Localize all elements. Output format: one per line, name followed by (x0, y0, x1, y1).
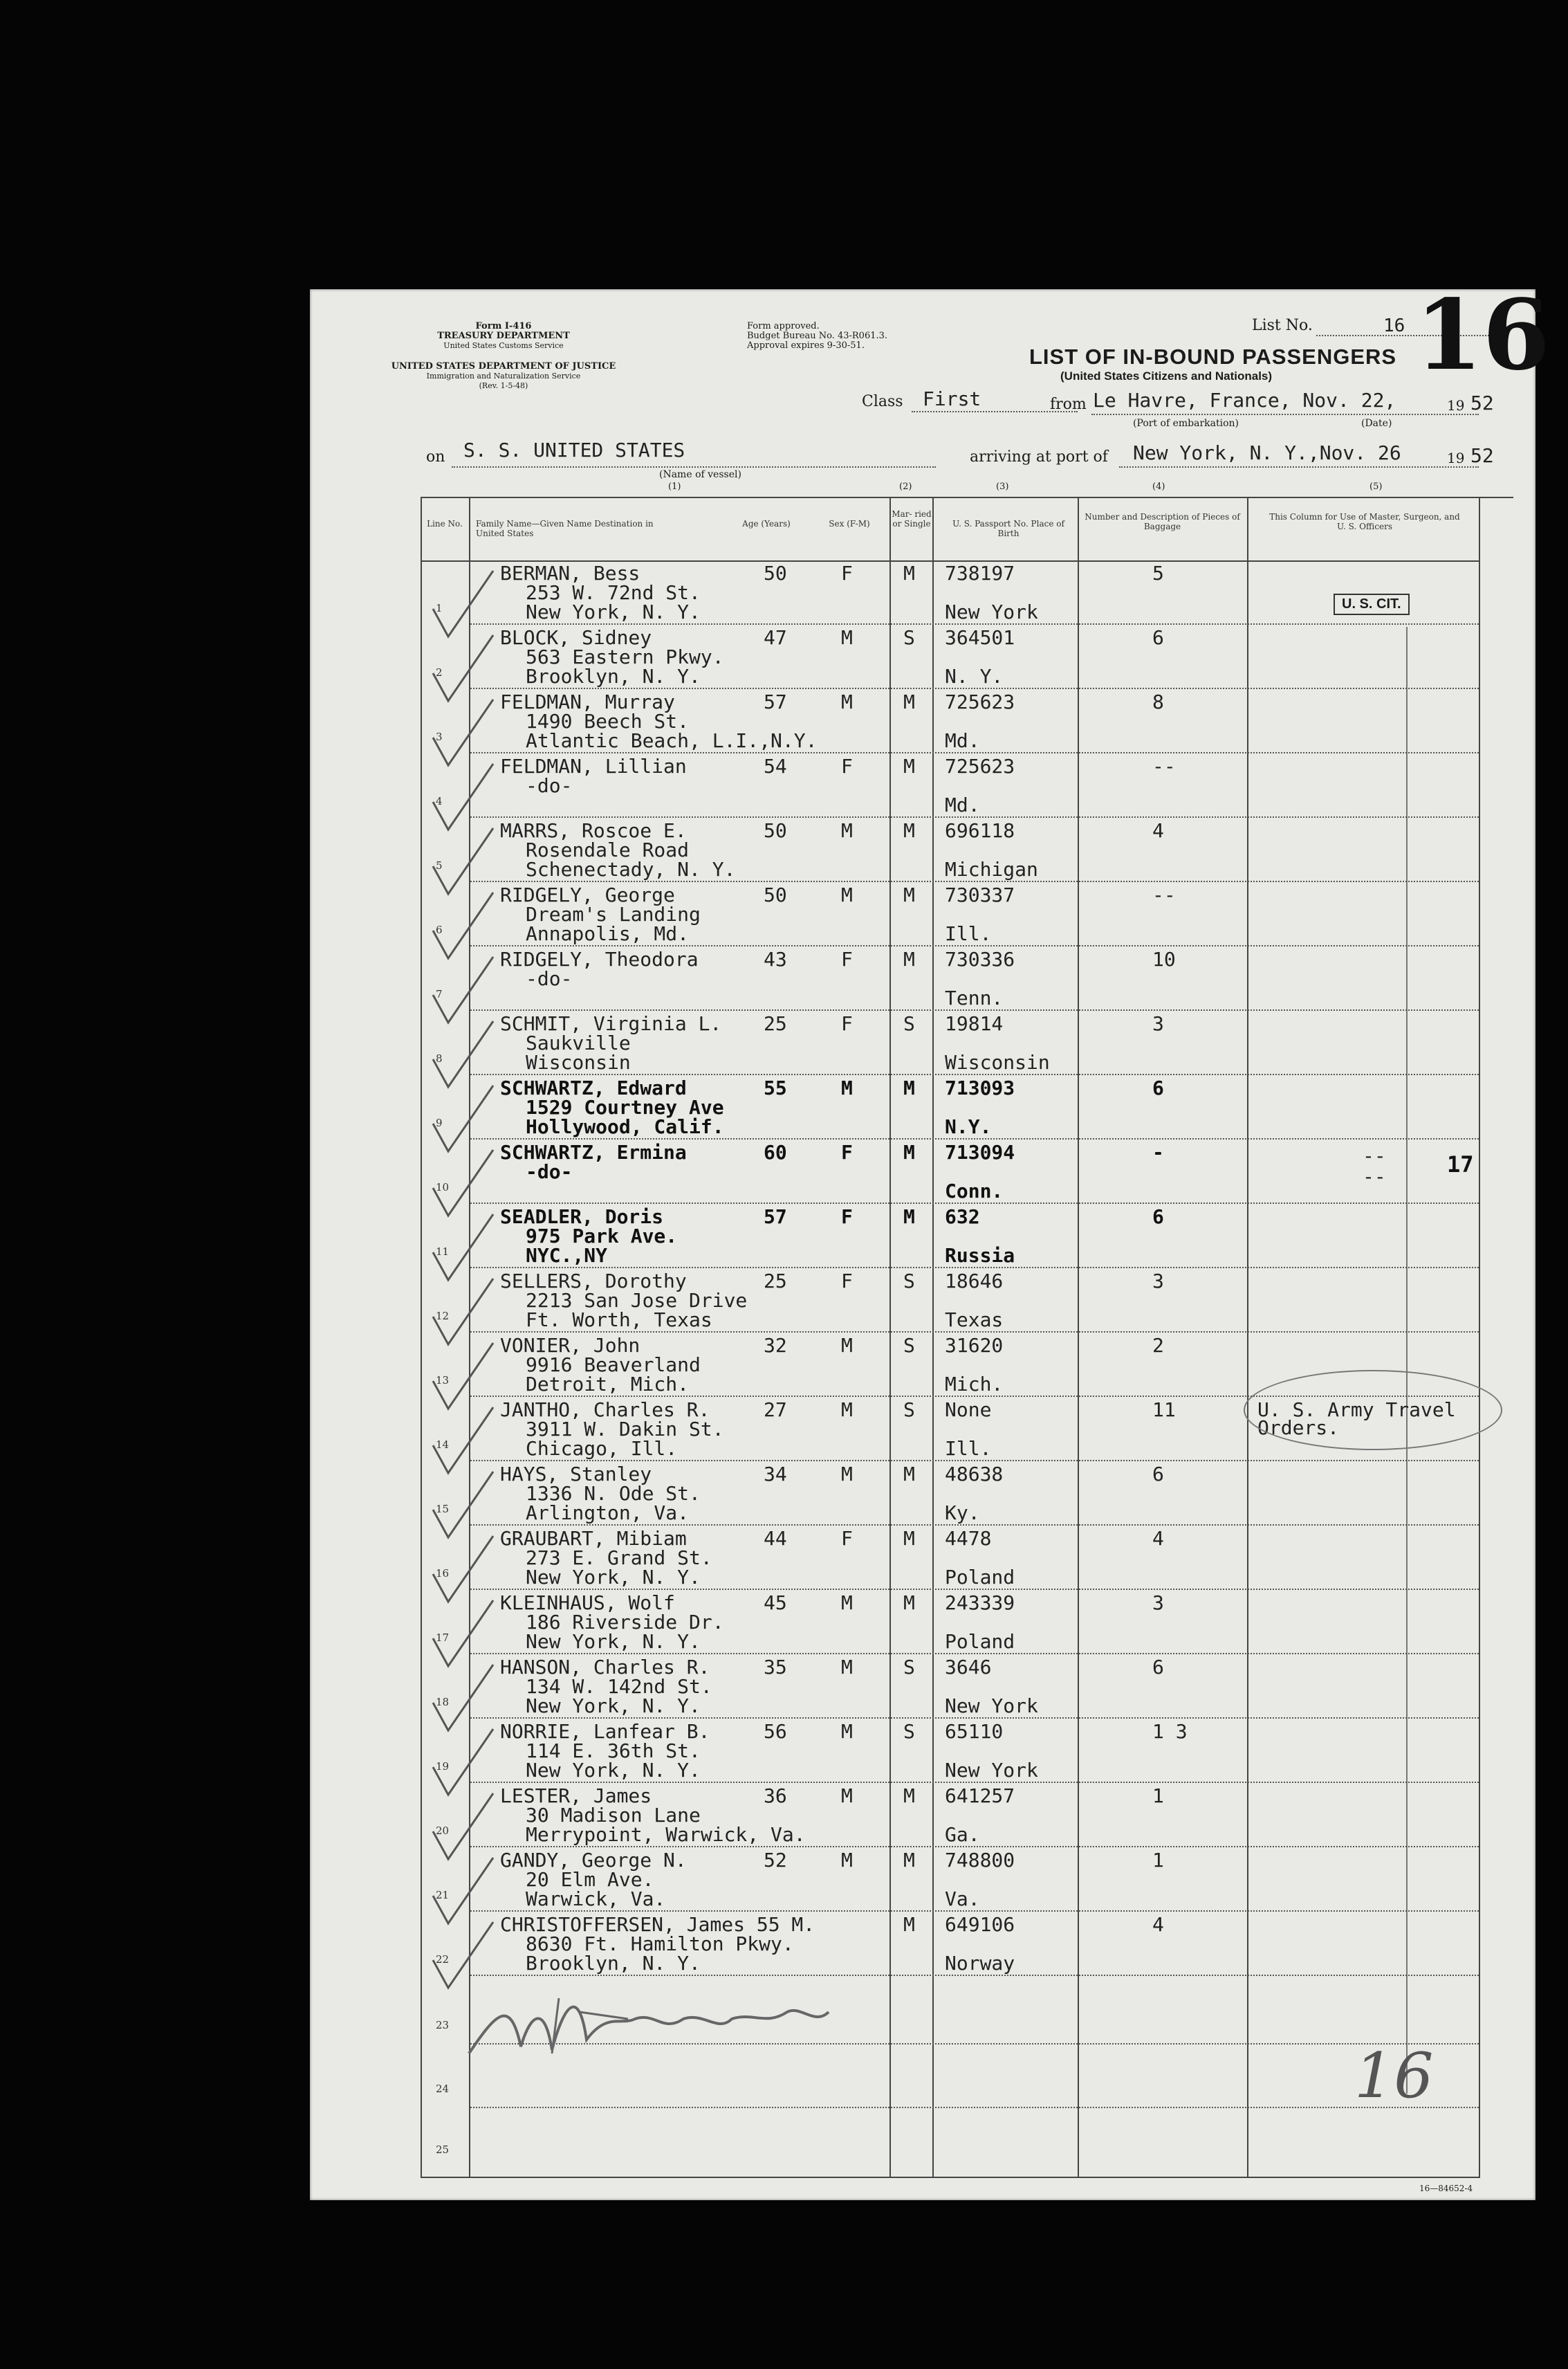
table-row (310, 882, 1479, 946)
passport-no: 730336 (945, 948, 1015, 971)
line-number: 15 (436, 1503, 450, 1515)
marital-status: S (903, 1720, 915, 1743)
sex: F (841, 1527, 853, 1550)
passport-no: 3646 (945, 1656, 992, 1679)
justice-dept: UNITED STATES DEPARTMENT OF JUSTICE (391, 361, 616, 372)
army-orders-circle (1244, 1370, 1502, 1450)
baggage-count: 1 (1152, 1849, 1164, 1872)
age: 52 (764, 1849, 787, 1872)
marital-status: S (903, 1656, 915, 1679)
table-row (310, 625, 1479, 689)
age: 45 (764, 1591, 787, 1614)
address-line-2: Atlantic Beach, L.I.,N.Y. (526, 729, 818, 752)
passenger-name: SCHMIT, Virginia L. (500, 1012, 722, 1035)
officer-note-1: U. S. Army Travel (1257, 1398, 1456, 1421)
place-of-birth: N. Y. (945, 665, 1004, 688)
baggage-count: - (1152, 1141, 1164, 1164)
place-of-birth: Wisconsin (945, 1051, 1050, 1074)
marital-status: M (903, 1849, 915, 1872)
from-year: 52 (1470, 392, 1494, 414)
baggage-count: 2 (1152, 1334, 1164, 1357)
address-line-1: 2213 San Jose Drive (526, 1289, 748, 1312)
passport-no: 730337 (945, 884, 1015, 906)
sex: F (841, 1270, 853, 1292)
address-line-2: Warwick, Va. (526, 1887, 666, 1910)
passport-no: 4478 (945, 1527, 992, 1550)
passenger-name: SCHWARTZ, Edward (500, 1077, 687, 1099)
form-number: Form I-416 (475, 321, 532, 331)
place-of-birth: Md. (945, 729, 980, 752)
passport-no: 725623 (945, 755, 1015, 778)
sex: M (841, 1591, 853, 1614)
marital-status: M (903, 1205, 915, 1228)
passenger-name: HANSON, Charles R. (500, 1656, 710, 1679)
address-line-1: 186 Riverside Dr. (526, 1611, 724, 1634)
manifest-page (310, 279, 1550, 2200)
address-line-1: 8630 Ft. Hamilton Pkwy. (526, 1932, 794, 1955)
age: 34 (764, 1463, 787, 1485)
sex: F (841, 1012, 853, 1035)
table-row (310, 753, 1479, 818)
sex: F (841, 1205, 853, 1228)
col-head-passport: U. S. Passport No. Place of Birth (952, 519, 1064, 538)
sex: F (841, 562, 853, 585)
annotation-dash-2: -- (1363, 1165, 1386, 1188)
passport-no: 748800 (945, 1849, 1015, 1872)
line-number: 19 (436, 1760, 450, 1773)
baggage-count: 3 (1152, 1012, 1164, 1035)
list-no-value: 16 (1383, 315, 1405, 336)
line-number: 22 (436, 1953, 450, 1966)
address-line-1: Dream's Landing (526, 903, 701, 926)
address-line-2: NYC.,NY (526, 1244, 608, 1267)
page-title: LIST OF IN-BOUND PASSENGERS (1029, 345, 1397, 369)
baggage-count: 6 (1152, 1463, 1164, 1485)
place-of-birth: Ky. (945, 1501, 980, 1524)
address-line-2: Brooklyn, N. Y. (526, 1952, 701, 1975)
arriving-port-value: New York, N. Y.,Nov. 26 (1133, 441, 1401, 464)
table-row (310, 1526, 1479, 1590)
age: 57 (764, 1205, 787, 1228)
marital-status: M (903, 1527, 915, 1550)
passport-no: None (945, 1398, 992, 1421)
baggage-count: 3 (1152, 1270, 1164, 1292)
col-head-line: Line No. (427, 519, 463, 529)
table-row (310, 1654, 1479, 1719)
address-line-2: Wisconsin (526, 1051, 631, 1074)
baggage-count: 6 (1152, 626, 1164, 649)
baggage-count: 1 3 (1152, 1720, 1188, 1743)
line-number: 7 (436, 988, 443, 1000)
sex: M (841, 1463, 853, 1485)
approval-line-2: Budget Bureau No. 43-R061.3. (747, 331, 888, 341)
age: 50 (764, 819, 787, 842)
annotation-count: 17 (1447, 1151, 1474, 1178)
line-number: 21 (436, 1889, 450, 1901)
passport-no: 725623 (945, 690, 1015, 713)
address-line-1: 1490 Beech St. (526, 710, 690, 733)
passenger-name: HAYS, Stanley (500, 1463, 652, 1485)
address-line-1: 1336 N. Ode St. (526, 1482, 701, 1505)
baggage-count: 8 (1152, 690, 1164, 713)
marital-status: M (903, 1077, 915, 1099)
passport-no: 364501 (945, 626, 1015, 649)
address-line-2: Hollywood, Calif. (526, 1115, 724, 1138)
place-of-birth: Russia (945, 1244, 1015, 1267)
sex: M (841, 1398, 853, 1421)
sex: M (841, 1720, 853, 1743)
passenger-name: BLOCK, Sidney (500, 626, 652, 649)
age: 56 (764, 1720, 787, 1743)
place-of-birth: N.Y. (945, 1115, 992, 1138)
marital-status: M (903, 819, 915, 842)
page-subtitle: (United States Citizens and Nationals) (1060, 369, 1273, 383)
passenger-name: LESTER, James (500, 1784, 652, 1807)
age: 36 (764, 1784, 787, 1807)
baggage-count: 4 (1152, 819, 1164, 842)
passenger-name: NORRIE, Lanfear B. (500, 1720, 710, 1743)
vessel-name: S. S. UNITED STATES (463, 439, 685, 461)
passenger-name: RIDGELY, Theodora (500, 948, 699, 971)
address-line-1: 20 Elm Ave. (526, 1868, 654, 1891)
marital-status: S (903, 1334, 915, 1357)
place-of-birth: Conn. (945, 1180, 1004, 1202)
line-number: 14 (436, 1438, 450, 1451)
marital-status: M (903, 1141, 915, 1164)
line-number: 12 (436, 1310, 450, 1322)
line-number-25: 25 (436, 2143, 450, 2156)
sex: M (841, 1849, 853, 1872)
place-of-birth: Texas (945, 1308, 1004, 1331)
sex: F (841, 948, 853, 971)
passport-no: 641257 (945, 1784, 1015, 1807)
table-row (310, 560, 1479, 625)
passenger-name: VONIER, John (500, 1334, 640, 1357)
marital-status: S (903, 626, 915, 649)
passport-no: 713093 (945, 1077, 1015, 1099)
line-number: 3 (436, 731, 443, 743)
passenger-name: BERMAN, Bess (500, 562, 640, 585)
passenger-name: KLEINHAUS, Wolf (500, 1591, 675, 1614)
place-of-birth: Ga. (945, 1823, 980, 1846)
address-line-1: 253 W. 72nd St. (526, 581, 701, 604)
immigration-service: Immigration and Naturalization Service (426, 372, 581, 381)
place-of-birth: New York (945, 1694, 1038, 1717)
address-line-1: 563 Eastern Pkwy. (526, 646, 724, 668)
sex: M (841, 690, 853, 713)
line-number: 16 (436, 1567, 450, 1580)
line-number: 5 (436, 859, 443, 872)
table-row (310, 1847, 1479, 1912)
sex: M (841, 1334, 853, 1357)
marital-status: M (903, 1913, 915, 1936)
annotation-dash-1: -- (1363, 1144, 1386, 1167)
age: 27 (764, 1398, 787, 1421)
place-of-birth: Tenn. (945, 987, 1004, 1009)
line-number-23: 23 (436, 2019, 450, 2031)
marital-status: M (903, 755, 915, 778)
place-of-birth: Poland (945, 1630, 1015, 1653)
address-line-1: 975 Park Ave. (526, 1225, 678, 1247)
baggage-count: 1 (1152, 1784, 1164, 1807)
address-line-2: Chicago, Ill. (526, 1437, 678, 1460)
sex: M (841, 1077, 853, 1099)
address-line-2: New York, N. Y. (526, 1630, 701, 1653)
baggage-count: -- (1152, 755, 1176, 778)
col-head-sex: Sex (F-M) (829, 519, 870, 529)
col-head-name: Family Name—Given Name Destination in United States (476, 519, 654, 538)
vessel-caption: (Name of vessel) (659, 469, 741, 480)
age: 50 (764, 562, 787, 585)
from-port-value: Le Havre, France, Nov. 22, (1093, 389, 1396, 412)
address-line-2: Annapolis, Md. (526, 922, 690, 945)
place-of-birth: Va. (945, 1887, 980, 1910)
line-number: 10 (436, 1181, 450, 1193)
baggage-count: 5 (1152, 562, 1164, 585)
address-line-1: Rosendale Road (526, 839, 690, 861)
col-head-age: Age (Years) (742, 519, 791, 529)
age: 54 (764, 755, 787, 778)
line-number: 17 (436, 1631, 450, 1644)
table-row (310, 1783, 1479, 1847)
line-number: 11 (436, 1245, 450, 1258)
address-line-2: New York, N. Y. (526, 1566, 701, 1589)
age: 57 (764, 690, 787, 713)
class-value: First (923, 387, 981, 410)
address-line-2: Arlington, Va. (526, 1501, 690, 1524)
passenger-name: MARRS, Roscoe E. (500, 819, 687, 842)
age: 47 (764, 626, 787, 649)
passport-no: 18646 (945, 1270, 1004, 1292)
table-row (310, 1461, 1479, 1526)
address-line-2: Ft. Worth, Texas (526, 1308, 712, 1331)
passport-no: 243339 (945, 1591, 1015, 1614)
age: 25 (764, 1270, 787, 1292)
table-row (310, 946, 1479, 1011)
from-label: from (1050, 396, 1087, 413)
table-row (310, 1912, 1479, 1976)
address-line-1: 134 W. 142nd St. (526, 1675, 712, 1698)
port-caption: (Port of embarkation) (1133, 418, 1239, 429)
baggage-count: 4 (1152, 1913, 1164, 1936)
sex: M (841, 626, 853, 649)
line-number: 20 (436, 1824, 450, 1837)
sex: M (841, 884, 853, 906)
sex: F (841, 755, 853, 778)
table-row (310, 689, 1479, 753)
col-head-baggage: Number and Description of Pieces of Baggage (1085, 512, 1240, 531)
table-row (310, 1590, 1479, 1654)
class-label: Class (862, 393, 903, 410)
form-revision: (Rev. 1-5-48) (479, 381, 528, 390)
address-line-2: Brooklyn, N. Y. (526, 665, 701, 688)
table-row (310, 1204, 1479, 1268)
marital-status: S (903, 1398, 915, 1421)
passport-no: 31620 (945, 1334, 1004, 1357)
age: 50 (764, 884, 787, 906)
address-line-1: -do- (526, 967, 573, 990)
table-row (310, 1719, 1479, 1783)
approval-line-1: Form approved. (747, 321, 820, 331)
on-label: on (426, 448, 445, 466)
passenger-name: GANDY, George N. (500, 1849, 687, 1872)
place-of-birth: Poland (945, 1566, 1015, 1589)
line-number-24: 24 (436, 2083, 450, 2095)
address-line-1: 273 E. Grand St. (526, 1546, 712, 1569)
address-line-1: 9916 Beaverland (526, 1353, 701, 1376)
col-num-4: (4) (1152, 482, 1165, 492)
passport-no: 65110 (945, 1720, 1004, 1743)
place-of-birth: Ill. (945, 1437, 992, 1460)
col-head-officers: This Column for Use of Master, Surgeon, and U. S. Officers (1269, 512, 1460, 531)
col-num-1: (1) (668, 482, 681, 492)
age: 43 (764, 948, 787, 971)
marital-status: M (903, 1591, 915, 1614)
big-list-number: 16 (1415, 279, 1550, 392)
baggage-count: 6 (1152, 1077, 1164, 1099)
place-of-birth: Ill. (945, 922, 992, 945)
passport-no: 48638 (945, 1463, 1004, 1485)
baggage-count: 11 (1152, 1398, 1176, 1421)
passenger-name: RIDGELY, George (500, 884, 675, 906)
marital-status: S (903, 1012, 915, 1035)
date-caption: (Date) (1361, 418, 1392, 429)
marital-status: M (903, 562, 915, 585)
baggage-count: 6 (1152, 1205, 1164, 1228)
table-row (310, 1075, 1479, 1140)
line-number: 4 (436, 795, 443, 807)
place-of-birth: New York (945, 1759, 1038, 1782)
passenger-name: CHRISTOFFERSEN, James 55 M. (500, 1913, 815, 1936)
address-line-1: -do- (526, 1160, 573, 1183)
age: 60 (764, 1141, 787, 1164)
col-head-married: Mar- ried or Single (892, 509, 932, 529)
place-of-birth: Md. (945, 794, 980, 816)
line-number: 8 (436, 1052, 443, 1065)
table-row (310, 1011, 1479, 1075)
col-num-3: (3) (996, 482, 1009, 492)
line-number: 6 (436, 924, 443, 936)
place-of-birth: Norway (945, 1952, 1015, 1975)
sex: M (841, 1784, 853, 1807)
arriving-year: 52 (1470, 444, 1494, 467)
passport-no: 713094 (945, 1141, 1015, 1164)
passenger-name: GRAUBART, Mibiam (500, 1527, 687, 1550)
us-cit-stamp: U. S. CIT. (1334, 594, 1410, 615)
officer-signature (455, 1970, 842, 2074)
sex: M (841, 1656, 853, 1679)
passport-no: 738197 (945, 562, 1015, 585)
line-number: 13 (436, 1374, 450, 1387)
passenger-name: SCHWARTZ, Ermina (500, 1141, 687, 1164)
line-number: 9 (436, 1117, 443, 1129)
baggage-count: -- (1152, 884, 1176, 906)
sex: M (841, 819, 853, 842)
baggage-count: 3 (1152, 1591, 1164, 1614)
arriving-label: arriving at port of (970, 448, 1108, 466)
marital-status: M (903, 690, 915, 713)
footer-code: 16—84652-4 (1419, 2184, 1473, 2193)
place-of-birth: Michigan (945, 858, 1038, 881)
col-num-2: (2) (899, 482, 912, 492)
arriving-year-prefix: 19 (1447, 450, 1465, 466)
line-number: 18 (436, 1696, 450, 1708)
passport-no: 696118 (945, 819, 1015, 842)
col-num-5: (5) (1369, 482, 1383, 492)
passenger-name: JANTHO, Charles R. (500, 1398, 710, 1421)
customs-service: United States Customs Service (443, 341, 564, 350)
table-row (310, 1140, 1479, 1204)
address-line-2: Merrypoint, Warwick, Va. (526, 1823, 806, 1846)
approval-line-3: Approval expires 9-30-51. (747, 340, 865, 351)
marital-status: S (903, 1270, 915, 1292)
passport-no: 632 (945, 1205, 980, 1228)
baggage-count: 6 (1152, 1656, 1164, 1679)
passenger-name: FELDMAN, Lillian (500, 755, 687, 778)
table-row (310, 1268, 1479, 1333)
age: 55 (764, 1077, 787, 1099)
sex: F (841, 1141, 853, 1164)
age: 25 (764, 1012, 787, 1035)
line-number: 2 (436, 666, 443, 679)
place-of-birth: New York (945, 601, 1038, 623)
passport-no: 649106 (945, 1913, 1015, 1936)
from-year-prefix: 19 (1447, 397, 1465, 414)
address-line-1: Saukville (526, 1032, 631, 1054)
treasury-dept: TREASURY DEPARTMENT (437, 331, 570, 341)
marital-status: M (903, 1784, 915, 1807)
address-line-2: New York, N. Y. (526, 601, 701, 623)
address-line-2: New York, N. Y. (526, 1759, 701, 1782)
officer-note-2: Orders. (1257, 1416, 1340, 1439)
place-of-birth: Mich. (945, 1373, 1004, 1396)
address-line-1: 1529 Courtney Ave (526, 1096, 724, 1119)
age: 32 (764, 1334, 787, 1357)
address-line-2: Detroit, Mich. (526, 1373, 690, 1396)
address-line-1: -do- (526, 774, 573, 797)
age: 44 (764, 1527, 787, 1550)
passenger-name: FELDMAN, Murray (500, 690, 675, 713)
address-line-1: 114 E. 36th St. (526, 1739, 701, 1762)
passport-no: 19814 (945, 1012, 1004, 1035)
line-number: 1 (436, 602, 443, 614)
marital-status: M (903, 948, 915, 971)
marital-status: M (903, 1463, 915, 1485)
address-line-2: New York, N. Y. (526, 1694, 701, 1717)
address-line-1: 3911 W. Dakin St. (526, 1418, 724, 1440)
handwritten-total: 16 (1354, 2040, 1434, 2112)
age: 35 (764, 1656, 787, 1679)
passenger-name: SELLERS, Dorothy (500, 1270, 687, 1292)
passenger-name: SEADLER, Doris (500, 1205, 664, 1228)
baggage-count: 4 (1152, 1527, 1164, 1550)
list-no-label: List No. (1252, 317, 1313, 334)
address-line-1: 30 Madison Lane (526, 1804, 701, 1827)
baggage-count: 10 (1152, 948, 1176, 971)
table-row (310, 818, 1479, 882)
address-line-2: Schenectady, N. Y. (526, 858, 736, 881)
marital-status: M (903, 884, 915, 906)
